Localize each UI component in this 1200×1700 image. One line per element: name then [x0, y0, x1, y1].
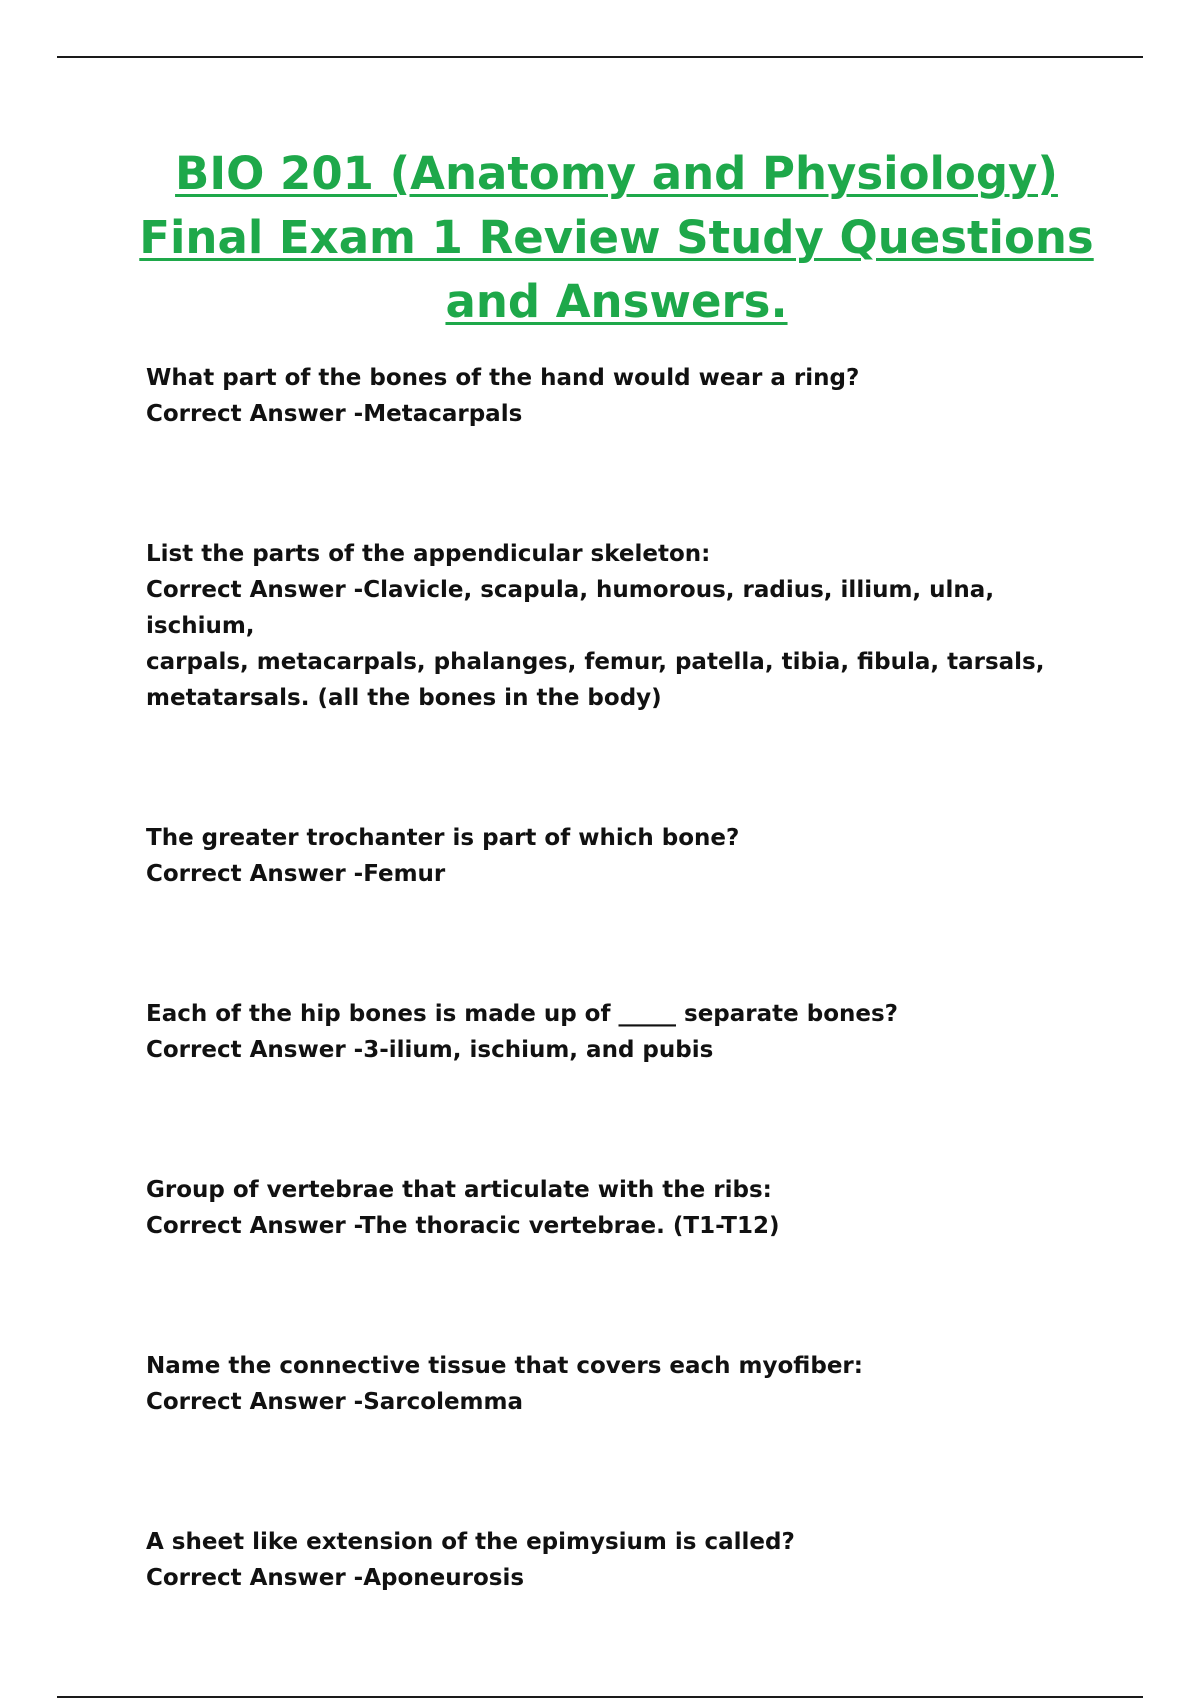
qa-item-2	[146, 536, 1106, 716]
answer-text: Correct Answer -Metacarpals	[146, 401, 523, 427]
question-text: Each of the hip bones is made up of _____ separate bones?	[146, 1001, 899, 1027]
spacer	[146, 1420, 1106, 1524]
title-line-1: BIO 201 (Anatomy and Physiology)	[175, 147, 1058, 200]
question-text: A sheet like extension of the epimysium is called?	[146, 1529, 795, 1555]
question-text: Group of vertebrae that articulate with the ribs:	[146, 1177, 772, 1203]
qa-item-1	[146, 360, 1106, 432]
answer-text-continued: metatarsals. (all the bones in the body)	[146, 685, 662, 711]
qa-item-5	[146, 1172, 1106, 1244]
title-line-3: and Answers.	[445, 275, 788, 328]
answer-text: Correct Answer -3-ilium, ischium, and pubis	[146, 1037, 714, 1063]
answer-text: Correct Answer -Sarcolemma	[146, 1389, 524, 1415]
answer-text-continued: carpals, metacarpals, phalanges, femur, patella, tibia, fibula, tarsals,	[146, 649, 1045, 675]
question-answer-list	[146, 360, 1106, 1596]
question-text: The greater trochanter is part of which bone?	[146, 825, 740, 851]
answer-text: Correct Answer -The thoracic vertebrae. (T1-T12)	[146, 1213, 780, 1239]
question-text: What part of the bones of the hand would wear a ring?	[146, 365, 860, 391]
title-line-2: Final Exam 1 Review Study Questions	[139, 211, 1094, 264]
answer-text: Correct Answer -Femur	[146, 861, 446, 887]
top-divider	[57, 56, 1143, 58]
qa-item-6	[146, 1348, 1106, 1420]
spacer	[146, 716, 1106, 820]
spacer	[146, 1244, 1106, 1348]
answer-text: Correct Answer -Clavicle, scapula, humorous, radius, illium, ulna, ischium,	[146, 577, 995, 639]
bottom-divider	[57, 1696, 1143, 1698]
qa-item-7	[146, 1524, 1106, 1596]
answer-text: Correct Answer -Aponeurosis	[146, 1565, 525, 1591]
question-text: Name the connective tissue that covers each myofiber:	[146, 1353, 863, 1379]
qa-item-4	[146, 996, 1106, 1068]
document-title	[120, 142, 1113, 334]
spacer	[146, 892, 1106, 996]
spacer	[146, 432, 1106, 536]
spacer	[146, 1068, 1106, 1172]
qa-item-3	[146, 820, 1106, 892]
question-text: List the parts of the appendicular skeleton:	[146, 541, 711, 567]
